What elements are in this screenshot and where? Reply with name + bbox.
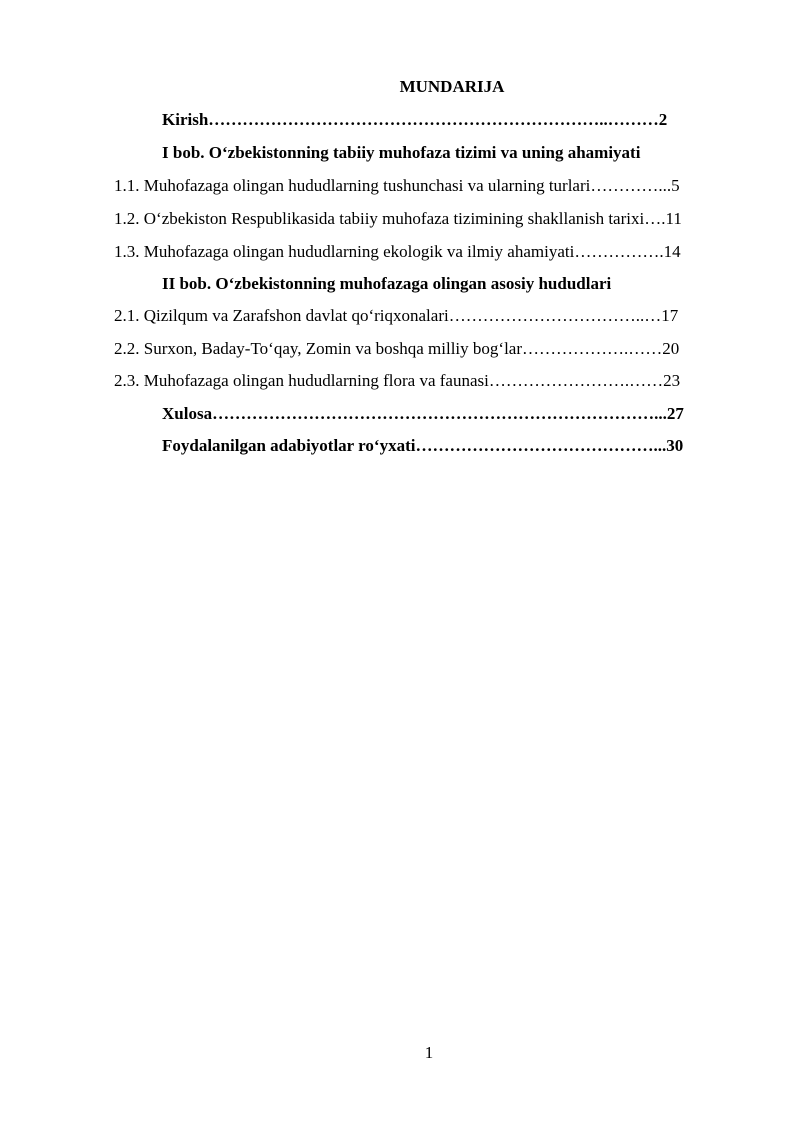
toc-entry-label: II bob. O‘zbekistonning muhofazaga olingan asosiy hududlari [162, 274, 612, 293]
toc-entry-leader: …………………….…… [488, 371, 664, 390]
toc-entry-1-3 [114, 241, 681, 263]
toc-entry-2-3 [114, 370, 680, 392]
toc-entry-2-1 [114, 305, 678, 327]
toc-entry-label: Kirish [162, 110, 209, 129]
toc-entry-label: I bob. O‘zbekistonning tabiiy muhofaza tizimi va uning ahamiyati [162, 143, 641, 162]
toc-entry-label: Xulosa [162, 404, 213, 423]
toc-entry-page: 20 [662, 339, 680, 358]
page-number: 1 [424, 1043, 434, 1062]
toc-entry-leader: …. [644, 209, 666, 228]
toc-entry-page: 5 [671, 176, 680, 195]
toc-entry-1-1 [114, 175, 680, 197]
toc-entry-1-2 [114, 208, 682, 230]
toc-entry-page: 17 [661, 306, 679, 325]
toc-entry-2-2 [114, 338, 679, 360]
toc-entry-leader: ……………….…… [522, 339, 663, 358]
toc-entry-leader: ……………………………..… [448, 306, 662, 325]
toc-entry-label: 2.3. Muhofazaga olingan hududlarning flora va faunasi [114, 371, 489, 390]
toc-entry-leader: …………………………………….. [415, 436, 662, 455]
toc-entry-leader: …………... [590, 176, 672, 195]
toc-chapter-2-heading [162, 273, 611, 295]
toc-entry-page: .27 [662, 404, 684, 423]
toc-entry-page: 11 [665, 209, 682, 228]
page-title: MUNDARIJA [399, 77, 505, 96]
toc-entry-page: 23 [663, 371, 681, 390]
toc-entry-label: 2.1. Qizilqum va Zarafshon davlat qo‘riqxonalari [114, 306, 449, 325]
toc-chapter-1-heading [162, 142, 640, 164]
toc-entry-label: Foydalanilgan adabiyotlar ro‘yxati [162, 436, 416, 455]
toc-entry-leader: ……………………………………………………………..……… [208, 110, 659, 129]
toc-entry-page: .30 [661, 436, 684, 455]
toc-entry-adabiyotlar [162, 435, 683, 457]
toc-entry-label: 1.1. Muhofazaga olingan hududlarning tushunchasi va ularning turlari [114, 176, 591, 195]
toc-entry-xulosa [162, 403, 684, 425]
toc-entry-leader: ……………. [574, 242, 664, 261]
toc-entry-page: 2 [658, 110, 668, 129]
toc-entry-kirish [162, 109, 667, 131]
toc-entry-leader: …………………………………………………………………….. [212, 404, 663, 423]
toc-entry-label: 2.2. Surxon, Baday-To‘qay, Zomin va boshqa milliy bog‘lar [114, 339, 522, 358]
toc-entry-label: 1.3. Muhofazaga olingan hududlarning ekologik va ilmiy ahamiyati [114, 242, 575, 261]
toc-entry-page: 14 [663, 242, 681, 261]
toc-entry-label: 1.2. O‘zbekiston Respublikasida tabiiy muhofaza tizimining shakllanish tarixi [114, 209, 645, 228]
